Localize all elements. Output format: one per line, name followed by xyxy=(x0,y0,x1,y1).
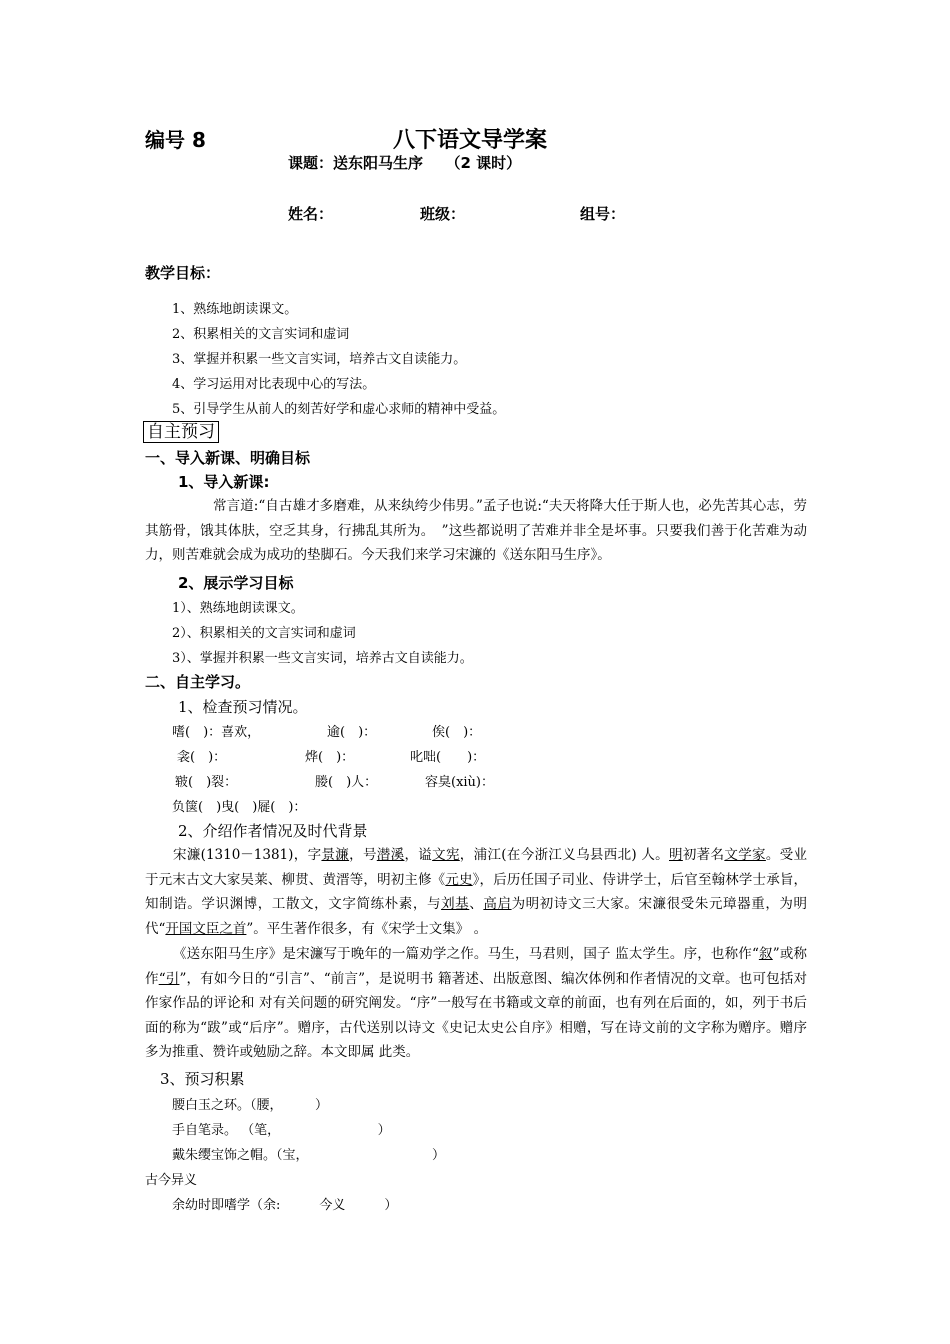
pinyin-item: 叱咄( )： xyxy=(410,750,486,765)
goals-subheading: 2、展示学习目标 xyxy=(178,574,294,592)
objective-item: 1、熟练地朗读课文。 xyxy=(172,302,298,317)
intro-paragraph: 常言道:“自古雄才多磨难，从来纨绔少伟男。”孟子也说:“夫天将降大任于斯人也，必先苦其心志，劳其筋骨，饿其体肤，空乏其身，行拂乱其所为。 ”这些都说明了苦难并非全是坏事。只要我们善于化苦难为动力，则苦难就会成为成功的垫脚石。今天我们来学习宋濂的《送东阳马生序》。 xyxy=(145,498,807,563)
page-title: 八下语文导学案 xyxy=(393,128,548,153)
author-subheading: 2、介绍作者情况及时代背景 xyxy=(178,822,368,840)
goal-item: 1）、熟练地朗读课文。 xyxy=(172,601,304,616)
pinyin-item: 嗜( )：喜欢， xyxy=(172,725,261,740)
goal-item: 2）、积累相关的文言实词和虚词 xyxy=(172,626,356,641)
pinyin-item: 媵( )人： xyxy=(315,775,378,790)
check-subheading: 1、检查预习情况。 xyxy=(178,698,308,716)
pinyin-item: 烨( )： xyxy=(305,750,355,765)
objective-item: 2、积累相关的文言实词和虚词 xyxy=(172,327,350,342)
doc-number: 编号 8 xyxy=(145,128,206,152)
objectives-heading: 教学目标： xyxy=(145,264,221,282)
name-label: 姓名： xyxy=(288,205,334,223)
accum-item: 手自笔录。 （笔， ） xyxy=(172,1123,391,1138)
accum-item: 戴朱缨宝饰之帽。（宝， ） xyxy=(172,1148,446,1163)
pinyin-item: 负箧( )曳( )屣( )： xyxy=(172,800,307,815)
class-label: 班级： xyxy=(420,205,466,223)
objective-item: 5、引导学生从前人的刻苦好学和虚心求师的精神中受益。 xyxy=(172,402,506,417)
ancient-modern-item: 余幼时即嗜学（余: 今义 ） xyxy=(172,1198,398,1213)
lesson-subject: 课题：送东阳马生序 （2 课时） xyxy=(288,154,522,172)
pinyin-item: 皲( )裂： xyxy=(175,775,238,790)
group-label: 组号： xyxy=(580,205,626,223)
objective-item: 3、掌握并积累一些文言实词，培养古文自读能力。 xyxy=(172,352,467,367)
intro-subheading: 1、导入新课: xyxy=(178,473,270,491)
section-box-title: 自主预习 xyxy=(143,421,219,443)
part2-heading: 二、自主学习。 xyxy=(145,673,251,691)
pinyin-item: 容臭(xiù)： xyxy=(425,775,495,790)
pinyin-item: 俟( )： xyxy=(432,725,482,740)
goal-item: 3）、掌握并积累一些文言实词，培养古文自读能力。 xyxy=(172,651,473,666)
objective-item: 4、学习运用对比表现中心的写法。 xyxy=(172,377,376,392)
pinyin-item: 衾( )： xyxy=(177,750,227,765)
part1-heading: 一、导入新课、明确目标 xyxy=(145,449,311,467)
accum-item: 腰白玉之环。（腰， ） xyxy=(172,1098,329,1113)
ancient-modern-heading: 古今异义 xyxy=(145,1173,198,1188)
background-paragraph: 《送东阳马生序》是宋濂写于晚年的一篇劝学之作。马生，马君则，国子 监太学生。序，也称作“叙”或称作“引”，有如今日的“引言”、“前言”，是说明书 籍著述、出版意图、编次体例和作者情况的文章。也可包括对作家作品的评论和 对有关问题的研究阐发。“序”一般写在书籍或文章的前面，也有列在后面的，如，列于书后面的称为“跋”或“后序”。赠序，古代送别以诗文《史记太史公自序》相赠，写在诗文前的文字称为赠序。赠序多为推重、赞许或勉励之辞。本文即属 此类。 xyxy=(145,946,808,1060)
accum-subheading: 3、预习积累 xyxy=(160,1070,245,1088)
pinyin-item: 逾( )： xyxy=(327,725,377,740)
author-paragraph: 宋濂(1310－1381)，字景濂，号潜溪，谥文宪，浦江(在今浙江义乌县西北) 人。明初著名文学家。受业于元末古文大家吴莱、柳贯、黄溍等，明初主修《元史》，后历任国子司业、侍讲学士，后官至翰林学士承旨，知制诰。学识渊博，工散文，文字简练朴素，与刘基、高启为明初诗文三大家。宋濂很受朱元璋器重，为明代“开国文臣之首”。平生著作很多，有《宋学士文集》 。 xyxy=(145,847,808,937)
